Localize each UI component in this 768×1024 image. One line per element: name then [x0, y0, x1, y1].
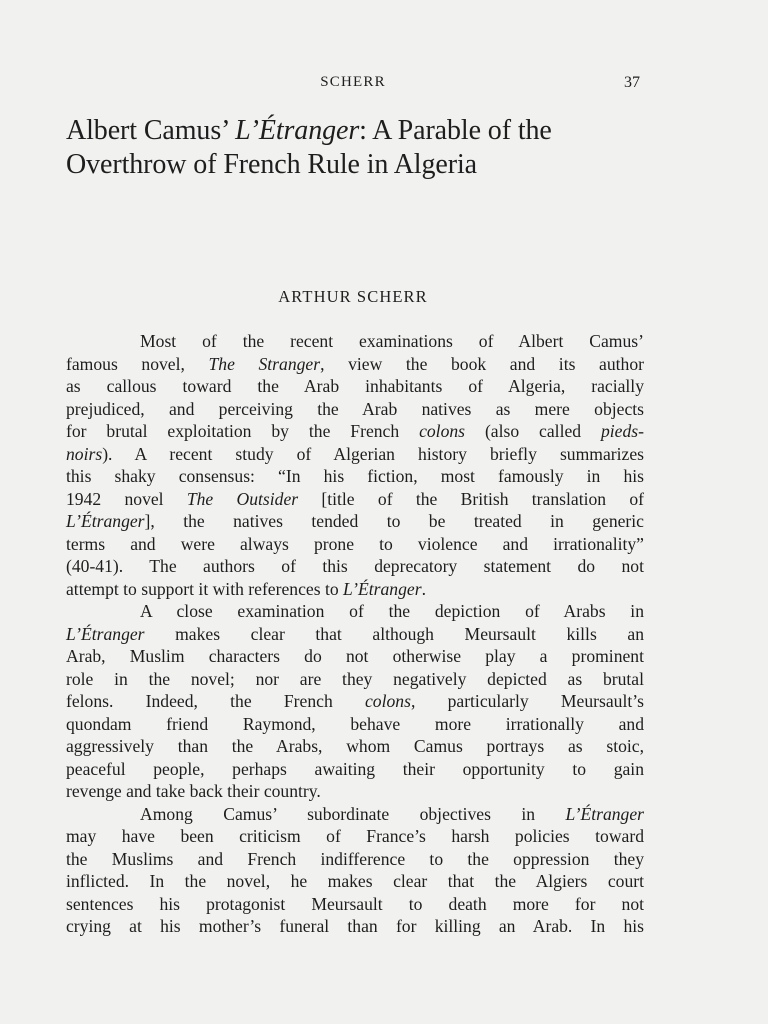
italic-text: L’Étranger — [66, 623, 145, 644]
italic-text: colons — [365, 691, 411, 711]
text-segment: aggressively than the Arabs, whom Camus portrays as stoic, — [66, 736, 644, 756]
body-line — [66, 533, 644, 556]
body-line — [66, 668, 644, 691]
running-head — [66, 74, 640, 96]
text-segment: [title of the British translation of — [298, 488, 644, 509]
author-byline: ARTHUR SCHERR — [278, 287, 428, 306]
body-line — [66, 578, 644, 601]
text-segment: quondam friend Raymond, behave more irrationally and — [66, 713, 644, 734]
text-segment: prejudiced, and perceiving the Arab natives as mere objects — [66, 398, 644, 419]
italic-text: colons — [419, 421, 466, 441]
body-line — [66, 870, 644, 893]
italic-text: The Outsider — [186, 488, 299, 509]
text-segment: famous novel, — [66, 353, 209, 374]
italic-text: L’Étranger — [565, 803, 644, 824]
text-segment: this shaky consensus: “In his fiction, most famously in his — [66, 466, 644, 486]
text-segment: ). A recent study of Algerian history briefly summarizes — [102, 443, 644, 464]
running-head-title: SCHERR — [320, 74, 386, 90]
text-segment: Most of the recent examinations of Albert Camus’ — [140, 331, 644, 351]
article-body — [66, 330, 644, 938]
body-line — [66, 555, 644, 578]
page-number: 37 — [624, 74, 640, 91]
body-line — [66, 848, 644, 871]
italic-text: L’Étranger — [343, 578, 422, 599]
text-segment: as callous toward the Arab inhabitants of Algeria, racially — [66, 376, 644, 396]
body-line — [66, 803, 644, 826]
text-segment: makes clear that although Meursault kills an — [144, 623, 644, 644]
text-segment: may have been criticism of France’s harsh policies toward — [66, 826, 644, 846]
body-line — [66, 893, 644, 916]
body-line — [66, 623, 644, 646]
title-segment: : A Parable of the Overthrow of French Rule in Algeria — [66, 115, 552, 180]
text-segment: for brutal exploitation by the French — [66, 421, 420, 441]
text-segment: 1942 novel — [66, 488, 187, 509]
body-line — [66, 443, 644, 466]
body-line — [66, 330, 644, 353]
body-line — [66, 600, 644, 623]
title-segment: Albert Camus’ — [66, 115, 236, 146]
article-title — [66, 114, 656, 182]
body-line — [66, 780, 644, 803]
body-line — [66, 915, 644, 938]
text-segment: sentences his protagonist Meursault to death more for not — [66, 893, 644, 914]
text-segment: , particularly Meursault’s — [410, 691, 644, 711]
text-segment: terms and were always prone to violence and irrationality” — [66, 533, 644, 554]
text-segment: revenge and take back their country. — [66, 781, 321, 801]
body-line — [66, 375, 644, 398]
text-segment: crying at his mother’s funeral than for killing an Arab. In his — [66, 916, 644, 936]
title-italic-segment: L’Étranger — [235, 115, 360, 146]
text-segment: Among Camus’ subordinate objectives in — [140, 803, 566, 824]
text-segment: ], the natives tended to be treated in generic — [144, 511, 644, 531]
italic-text: The Stranger — [208, 353, 321, 374]
italic-text: noirs — [66, 443, 103, 464]
text-segment: Arab, Muslim characters do not otherwise play a prominent — [66, 646, 644, 666]
body-line — [66, 735, 644, 758]
text-segment: peaceful people, perhaps awaiting their opportunity to gain — [66, 758, 644, 779]
text-segment: inflicted. In the novel, he makes clear that the Algiers court — [66, 871, 644, 891]
body-line — [66, 825, 644, 848]
body-line — [66, 420, 644, 443]
body-line — [66, 758, 644, 781]
body-line — [66, 488, 644, 511]
text-segment: . — [421, 578, 426, 599]
text-segment: the Muslims and French indifference to the oppression they — [66, 848, 644, 869]
body-line — [66, 510, 644, 533]
text-segment: role in the novel; nor are they negatively depicted as brutal — [66, 668, 644, 689]
body-line — [66, 690, 644, 713]
body-line — [66, 398, 644, 421]
italic-text: pieds- — [600, 421, 644, 441]
body-line — [66, 353, 644, 376]
text-segment: (40-41). The authors of this deprecatory statement do not — [66, 556, 644, 576]
body-line — [66, 465, 644, 488]
text-segment: A close examination of the depiction of Arabs in — [140, 601, 644, 621]
italic-text: L’Étranger — [66, 511, 145, 531]
body-line — [66, 645, 644, 668]
body-line — [66, 713, 644, 736]
text-segment: attempt to support it with references to — [66, 578, 344, 599]
text-segment: , view the book and its author — [320, 353, 644, 374]
text-segment: felons. Indeed, the French — [66, 691, 365, 711]
text-segment: (also called — [465, 421, 601, 441]
